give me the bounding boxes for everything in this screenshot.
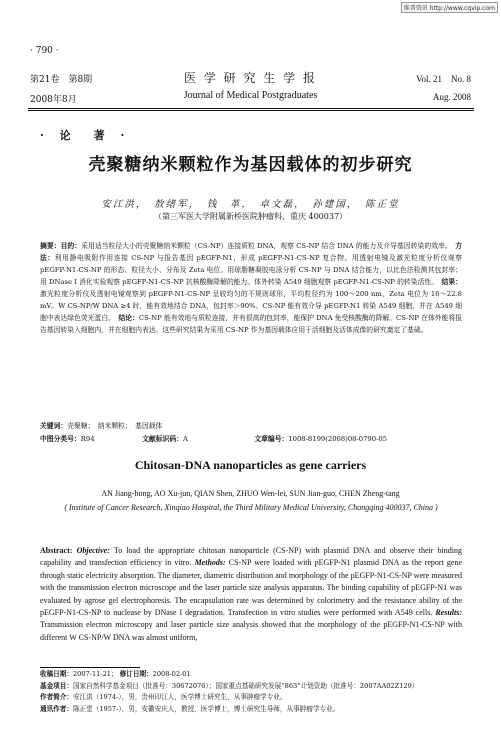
- footnote-author: [40, 692, 470, 704]
- author-label: 作者简介：: [40, 693, 73, 701]
- classification-row: [40, 433, 462, 443]
- received-date: 2007-11-21；: [72, 670, 118, 678]
- footnote-fund: [40, 681, 470, 693]
- doc-code-label: 文献标识码：: [142, 435, 183, 443]
- methods-label: 方法：: [40, 242, 463, 262]
- header-volume-en: Vol. 21 No. 8: [416, 74, 471, 84]
- footnote-rule: [40, 667, 140, 668]
- header-date-en: Aug. 2008: [433, 92, 471, 102]
- watermark: 维普资讯 http://www.cqvip.com: [401, 2, 498, 13]
- objective-label: 目的：: [60, 242, 82, 250]
- methods-en-text: CS-NP were loaded with pEGFP-N1 plasmid DNA as the report gene through static electricity absorption. The diameter, diametric distribution and morphology of the pEGFP-N1-CS-NP were measured with the transmission electron microscope and the laser particle size analysis apparatus. The binding capability of pEGFP-N1 was evaluated by agrose gel electrophoresis. The encapsulation rate was determined by colorimetry and the resistance ability of the pEGFP-N1-CS-NP to nuclease by DNase I degradation. Transfection in vitro studies were performed with A549 cells.: [40, 558, 462, 618]
- footnotes: [40, 669, 470, 715]
- header-journal-cn: 医 学 研 究 生 学 报: [184, 71, 317, 85]
- results-en-text: Transmission electron microscopy and laser particle size analysis showed that the morphology of the pEGFP-N1-CS-NP with different W CS-NP/W DNA was almost uniform,: [40, 620, 462, 642]
- keywords-value: 壳聚糖； 纳米颗粒； 基因载体: [67, 422, 163, 430]
- footnote-corresponding: [40, 704, 470, 716]
- corresponding-label: 通讯作者：: [40, 704, 73, 713]
- author-text: 安江洪（1974-），男，贵州印江人，医学博士研究生，从事肿瘤学专业。: [72, 693, 287, 701]
- keywords-label: 关键词：: [40, 422, 68, 430]
- doc-code-value: A: [182, 435, 188, 443]
- affiliation-en: ( Institute of Cancer Research, Xinqiao Hospital, the Third Military Medical University, Chongqing 400037, China ): [64, 503, 438, 512]
- header-volume-cn: 第21卷 第8期: [30, 75, 93, 85]
- results-label: 结果：: [441, 278, 463, 286]
- objective-en-text: To load the appropriate chitosan nanoparticle (CS-NP) with plasmid DNA and observe their binding capability and transfection efficiency in vitro.: [40, 546, 463, 568]
- revised-date: 2008-02-01: [152, 670, 191, 678]
- header-date-cn: 2008年8月: [30, 95, 77, 105]
- page-number: · 790 ·: [30, 46, 59, 56]
- objective-en-label: Objective:: [76, 546, 110, 555]
- corresponding-text: 陈正堂（1957-），男，安徽安庆人，教授，医学博士，博士研究生导师，从事肿瘤学专业。: [72, 704, 340, 713]
- revised-label: 修订日期：: [119, 670, 153, 678]
- conclusion-text: CS-NP 能有效地与质粒连接，并有很高的包封率，能保护 DNA 免受核酸酶的降解。CS-NP 在体外能将报告基因转染入细胞内，并在细胞内表达。这些研究结果为采用 CS-NP 作为基因载体应用于活细胞及活体成像的研究奠定了基础。: [40, 314, 463, 334]
- fund-label: 基金项目：: [40, 681, 73, 690]
- article-title-cn: 壳聚糖纳米颗粒作为基因载体的初步研究: [88, 155, 413, 175]
- abstract-label: 摘要：: [40, 242, 61, 250]
- abstract-en-label: Abstract:: [40, 546, 73, 555]
- clc-label: 中图分类号：: [40, 435, 81, 443]
- fund-text: 国家自然科学基金项目（批准号：30672076）；国家重点基础研究发展“863”计划资助（批准号：2007AA02Z129）: [72, 681, 419, 690]
- abstract-en: [40, 545, 462, 644]
- header-journal-en: Journal of Medical Postgraduates: [183, 90, 318, 101]
- header-rule-thin: [28, 110, 474, 111]
- header-rule: [28, 108, 474, 109]
- methods-en-label: Methods:: [194, 558, 226, 568]
- section-heading: · 论 著 ·: [40, 129, 131, 142]
- authors-en: AN Jiang-hong, AO Xu-jun, QIAN Shen, ZHUO Wen-lei, SUN Jian-guo, CHEN Zheng-tang: [101, 489, 400, 498]
- article-number-value: 1008-8199(2008)08-0790-05: [288, 435, 388, 443]
- methods-text: 利用静电吸附作用连接 CS-NP 与报告基因 pEGFP-N1，形成 pEGFP-N1-CS-NP 复合物。用透射电镜及激光粒度分析仪观察 pEGFP-N1-CS-NP 的形态、粒径大小、分布及 Zeta 电位。用琼脂糖凝胶电泳分析 CS-NP 与 DNA 结合能力，以比色法检测其包封率；用 DNase I 消化实验观察 pEGFP-N1-CS-NP 抗核酸酶降解的能力。体外转染 A549 细胞观察 pEGFP-N1-CS-NP 的转染活性。: [40, 254, 463, 286]
- conclusion-label: 结论：: [118, 314, 139, 322]
- received-label: 收稿日期：: [40, 670, 73, 678]
- abstract-cn: [40, 240, 462, 336]
- authors-cn: 安江洪， 敖绪军， 钱 革， 卓文磊， 孙建国， 陈正堂: [101, 199, 400, 210]
- results-en-label: Results:: [435, 608, 462, 618]
- affiliation-cn: （第三军医大学附属新桥医院肿瘤科，重庆 400037）: [153, 212, 348, 221]
- clc-value: R94: [80, 435, 95, 443]
- article-title-en: Chitosan-DNA nanoparticles as gene carriers: [134, 458, 367, 472]
- results-text: 激光粒度分析仪及透射电镜观察到 pEGFP-N1-CS-NP 呈较均匀的不规则球形，平均粒径约为 100～200 nm，Zeta 电位为 16～22.8 mV。W CS-NP/W DNA ≥4 时，能有效地结合 DNA，包封率＞90%。CS-NP 能有效介导 pEGFP-N1 转染 A549 细胞，并在 A549 细胞中表达绿色荧光蛋白。: [40, 290, 462, 322]
- footnote-dates: [40, 669, 470, 681]
- objective-text: 采用适当粒径大小的壳聚糖纳米颗粒（CS-NP）连接质粒 DNA，观察 CS-NP 结合 DNA 的能力及介导基因转染的效率。: [81, 242, 449, 250]
- article-number-label: 文章编号：: [254, 435, 289, 443]
- keywords-row: [40, 420, 462, 430]
